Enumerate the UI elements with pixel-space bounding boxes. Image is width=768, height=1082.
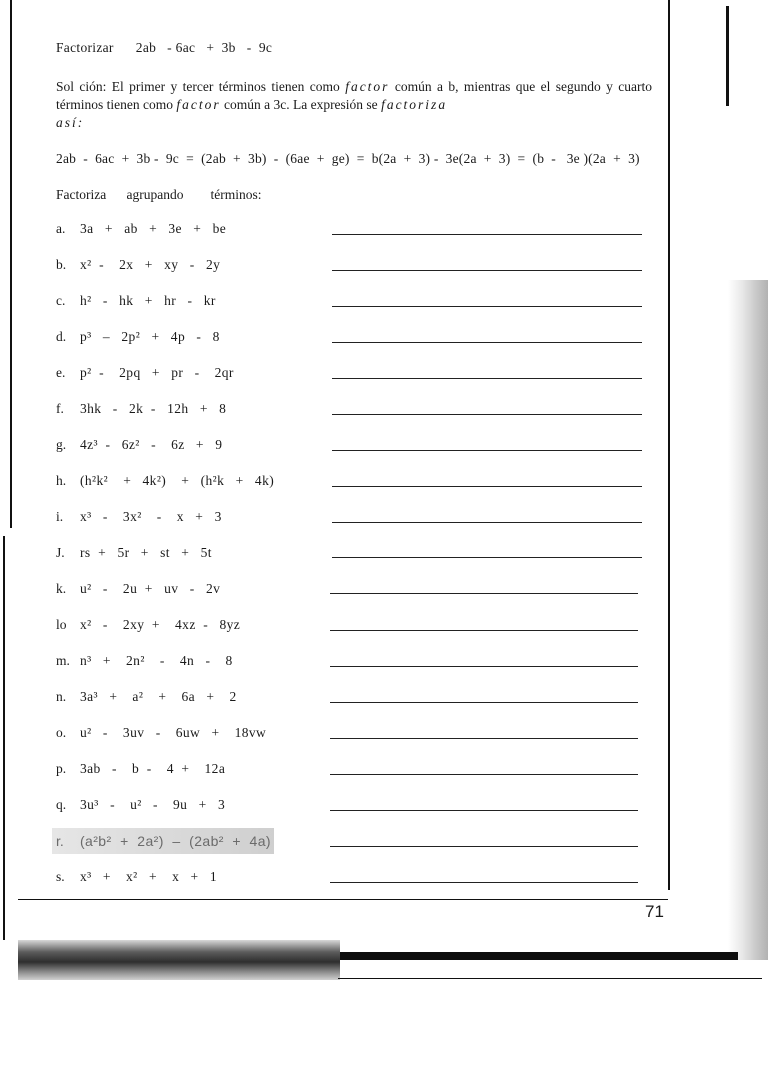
instruction-text: Factoriza agrupando términos: — [56, 187, 262, 202]
answer-line[interactable] — [330, 593, 638, 594]
exercise-label: b. — [56, 257, 67, 272]
exercise-title: Factorizar 2ab - 6ac + 3b - 9c — [56, 40, 273, 55]
exercise-row — [56, 257, 220, 277]
answer-line[interactable] — [332, 234, 642, 235]
answer-line[interactable] — [330, 630, 638, 631]
exercise-label: q. — [56, 797, 67, 812]
page-border-left-lower — [3, 536, 5, 940]
exercise-row — [56, 689, 237, 709]
exercise-expression: 3a + ab + 3e + be — [80, 221, 227, 236]
solution-factoriza: factoriza — [381, 97, 448, 112]
exercise-label: g. — [56, 437, 67, 452]
exercise-row — [56, 581, 220, 601]
exercise-row — [56, 653, 233, 673]
exercise-label: o. — [56, 725, 67, 740]
exercise-row — [56, 725, 266, 745]
exercise-label: J. — [56, 545, 65, 560]
scan-black-bar — [340, 952, 738, 960]
exercise-expression: 3ab - b - 4 + 12a — [80, 761, 226, 776]
exercise-label: r. — [56, 833, 64, 849]
exercise-expression: x³ + x² + x + 1 — [80, 869, 218, 884]
exercise-expression: x² - 2xy + 4xz - 8yz — [80, 617, 241, 632]
worked-example: 2ab - 6ac + 3b - 9c = (2ab + 3b) - (6ae + ge) = b(2a + 3) - 3e(2a + 3) = (b - 3e )(2a + 3) — [56, 151, 640, 166]
scan-dark-bar — [18, 940, 340, 980]
solution-asi: así: — [56, 115, 85, 130]
answer-line[interactable] — [332, 522, 642, 523]
answer-line[interactable] — [330, 846, 638, 847]
exercise-expression: p³ – 2p² + 4p - 8 — [80, 329, 220, 344]
solution-text-2: común a b, mientras que el segundo y cuarto términos tienen como — [56, 79, 652, 112]
exercise-expression: h² - hk + hr - kr — [80, 293, 216, 308]
exercise-row — [56, 869, 217, 889]
exercise-expression: 3a³ + a² + 6a + 2 — [80, 689, 237, 704]
page-bottom-rule — [18, 899, 668, 900]
answer-line[interactable] — [332, 342, 642, 343]
answer-line[interactable] — [330, 702, 638, 703]
answer-line[interactable] — [332, 378, 642, 379]
exercise-expression: 4z³ - 6z² - 6z + 9 — [80, 437, 223, 452]
answer-line[interactable] — [332, 450, 642, 451]
scan-bottom-line — [338, 978, 762, 979]
answer-line[interactable] — [332, 557, 642, 558]
exercise-expression: (h²k² + 4k²) + (h²k + 4k) — [80, 473, 275, 488]
exercise-row — [56, 473, 274, 493]
margin-mark — [726, 6, 729, 106]
solution-text-1: Sol ción: El primer y tercer términos tienen como — [56, 79, 346, 94]
exercise-label: e. — [56, 365, 66, 380]
exercise-label: n. — [56, 689, 67, 704]
exercise-row — [56, 437, 222, 457]
exercise-expression: 3u³ - u² - 9u + 3 — [80, 797, 226, 812]
scan-shadow — [728, 280, 768, 960]
exercise-label: p. — [56, 761, 67, 776]
exercise-label: f. — [56, 401, 64, 416]
exercise-expression: u² - 3uv - 6uw + 18vw — [80, 725, 267, 740]
solution-factor-1: factor — [345, 79, 390, 94]
answer-line[interactable] — [332, 486, 642, 487]
answer-line[interactable] — [330, 882, 638, 883]
exercise-expression: rs + 5r + st + 5t — [80, 545, 212, 560]
exercise-expression: 3hk - 2k - 12h + 8 — [80, 401, 227, 416]
page-border-left — [10, 0, 12, 528]
exercise-label: c. — [56, 293, 66, 308]
exercise-expression: u² - 2u + uv - 2v — [80, 581, 221, 596]
answer-line[interactable] — [332, 414, 642, 415]
solution-paragraph — [56, 78, 652, 132]
exercise-label: i. — [56, 509, 64, 524]
exercise-row — [56, 329, 220, 349]
exercise-label: m. — [56, 653, 70, 668]
exercise-row — [56, 509, 222, 529]
exercise-label: h. — [56, 473, 67, 488]
exercise-row — [56, 797, 225, 817]
page-border-right — [668, 0, 670, 890]
answer-line[interactable] — [330, 738, 638, 739]
exercise-row — [56, 293, 216, 313]
answer-line[interactable] — [330, 810, 638, 811]
answer-line[interactable] — [330, 774, 638, 775]
exercise-label: k. — [56, 581, 67, 596]
exercise-label: a. — [56, 221, 66, 236]
exercise-row — [56, 365, 234, 385]
exercise-row — [56, 545, 212, 565]
exercise-expression: p² - 2pq + pr - 2qr — [80, 365, 234, 380]
exercise-label: lo — [56, 617, 67, 632]
solution-text-3: común a 3c. La expresión se — [220, 97, 382, 112]
exercise-expression: x² - 2x + xy - 2y — [80, 257, 221, 272]
exercise-row — [56, 401, 226, 421]
exercise-row — [56, 761, 225, 781]
exercise-expression: x³ - 3x² - x + 3 — [80, 509, 222, 524]
answer-line[interactable] — [330, 666, 638, 667]
exercise-row — [56, 221, 226, 241]
exercise-row — [56, 617, 240, 637]
answer-line[interactable] — [332, 306, 642, 307]
answer-line[interactable] — [332, 270, 642, 271]
exercise-label: d. — [56, 329, 67, 344]
exercise-expression: (a²b² + 2a²) – (2ab² + 4a) — [80, 833, 271, 849]
page-number: 71 — [645, 902, 664, 921]
exercise-expression: n³ + 2n² - 4n - 8 — [80, 653, 233, 668]
exercise-label: s. — [56, 869, 65, 884]
solution-factor-2: factor — [176, 97, 221, 112]
exercise-row — [56, 833, 271, 853]
